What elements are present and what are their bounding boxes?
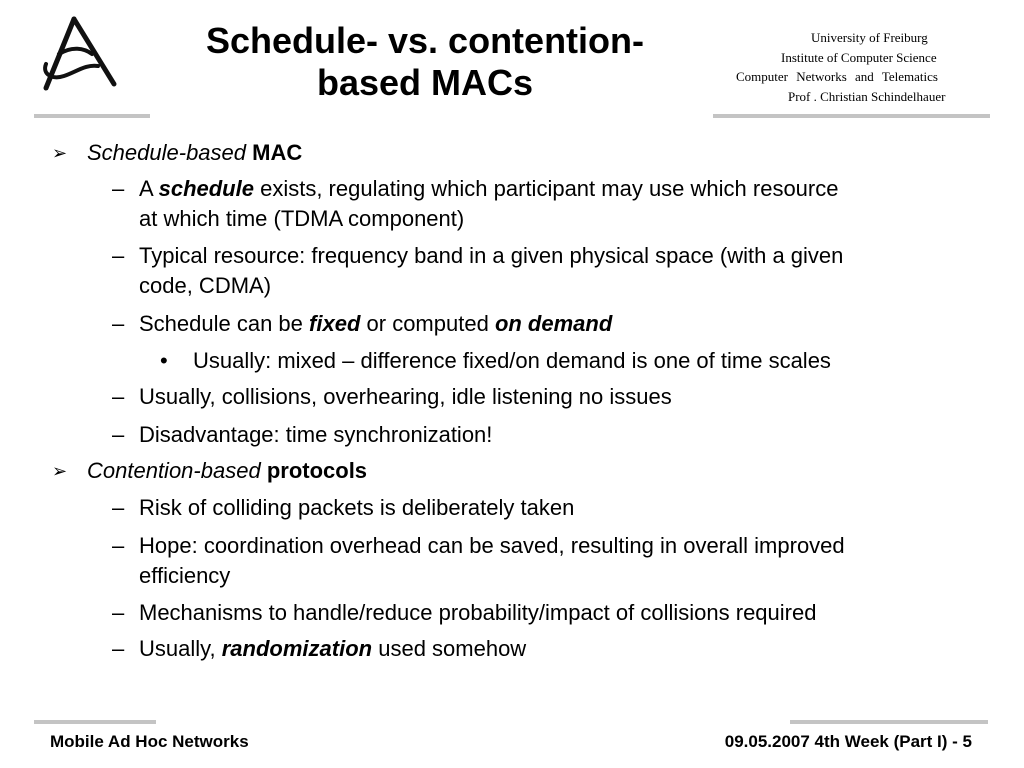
footer-rule-right [790,720,988,724]
bullet-schedule-based-bold: MAC [252,140,303,165]
arrow-bullet-marker: ➢ [52,143,68,163]
bullet-schedule-exists-cont: at which time (TDMA component) [139,206,465,231]
bullet-usually-collisions: Usually, collisions, overhearing, idle listening no issues [139,384,672,409]
bullet-schedule-exists-post: exists, regulating which participant may use which resource [260,176,839,201]
bullet-contention-based-bold: protocols [266,458,368,483]
dash-marker: – [112,422,125,447]
arrow-bullet-marker: ➢ [52,461,68,481]
bullet-usually-mixed: Usually: mixed – difference fixed/on demand is one of time scales [193,348,831,373]
bullet-schedule-fixed-mid: or computed [366,311,489,336]
bullet-randomization-post: used somehow [378,636,527,661]
dash-marker: – [112,533,125,558]
dash-marker: – [112,495,125,520]
bullet-hope: Hope: coordination overhead can be saved, resulting in overall improved [139,533,845,558]
slide-title [170,20,680,104]
bullet-mechanisms: Mechanisms to handle/reduce probability/impact of collisions required [139,600,817,625]
bullet-schedule-fixed [139,309,612,339]
bullet-schedule-based [87,138,302,168]
dash-marker: – [112,600,125,625]
bullet-typical-resource-cont: code, CDMA) [139,273,272,298]
footer-date-page: 09.05.2007 4th Week (Part I) - 5 [724,732,972,751]
bullet-schedule-based-italic: Schedule-based [87,140,247,165]
slide-title-line2: based MACs [316,62,534,103]
header-rule-right [713,114,990,118]
bullet-contention-based [87,456,367,486]
dash-marker: – [112,176,125,201]
dot-marker: • [160,348,168,373]
slide-title-line1: Schedule- vs. contention- [205,20,645,61]
institution-professor: Prof . Christian Schindelhauer [788,88,946,104]
bullet-schedule-fixed-pre: Schedule can be [139,311,303,336]
bullet-schedule-exists-emph: schedule [158,176,254,201]
dash-marker: – [112,384,125,409]
dash-marker: – [112,311,125,336]
footer-rule-left [34,720,156,724]
bullet-disadvantage: Disadvantage: time synchronization! [139,422,493,447]
bullet-typical-resource: Typical resource: frequency band in a given physical space (with a given [139,243,844,268]
bullet-schedule-fixed-emph1: fixed [309,311,361,336]
bullet-contention-based-italic: Contention-based [87,458,261,483]
bullet-schedule-fixed-emph2: on demand [494,311,613,336]
dash-marker: – [112,636,125,661]
institution-group: Computer Networks and Telematics [736,69,938,84]
bullet-risk: Risk of colliding packets is deliberately taken [139,495,575,520]
bullet-schedule-exists-pre: A [139,176,153,201]
bullet-schedule-exists [139,174,838,204]
footer-course-title: Mobile Ad Hoc Networks [50,732,249,751]
header-rule-left [34,114,150,118]
institution-university: University of Freiburg [811,30,928,45]
bullet-randomization-emph: randomization [221,636,373,661]
bullet-hope-cont: efficiency [139,563,231,588]
bullet-randomization-pre: Usually, [139,636,216,661]
freiburg-logo-icon [34,14,124,94]
bullet-randomization [139,634,526,664]
institution-block [720,28,1010,106]
institution-institute: Institute of Computer Science [781,49,937,65]
dash-marker: – [112,243,125,268]
